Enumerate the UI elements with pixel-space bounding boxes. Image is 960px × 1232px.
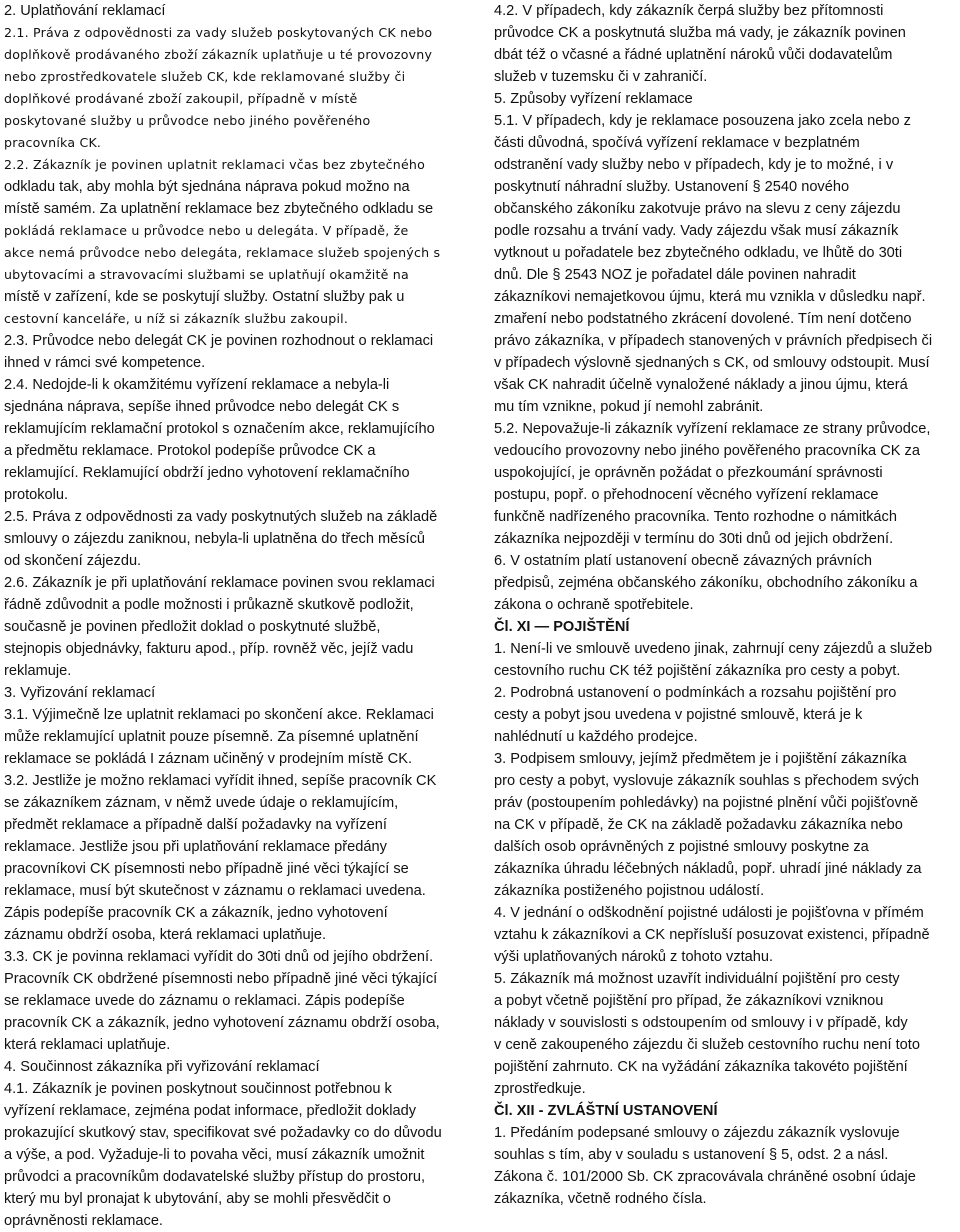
text-line: Pracovník CK obdržené písemnosti nebo případně jiné věci týkající	[4, 971, 438, 987]
text-line: mu tím vznikne, pokud jí nemohl zabránit.	[494, 399, 764, 415]
text-line: služeb v tuzemsku či v zahraničí.	[494, 69, 708, 85]
text-line: zákazníka úhradu léčebných nákladů, popř. uhradí jiné náklady za	[494, 861, 922, 877]
text-line: 3.3. CK je povinna reklamaci vyřídit do 30ti dnů od jejího obdržení.	[4, 949, 434, 965]
text-line: pracovník CK a zákazník, jedno vyhotovení záznamu obdrží osoba,	[4, 1015, 440, 1031]
text-line: dnů. Dle § 2543 NOZ je pořadatel dále povinen nahradit	[494, 267, 856, 283]
text-line: se reklamace uvede do záznamu o reklamaci. Zápis podepíše	[4, 993, 405, 1009]
text-line: a předmětu reklamace. Protokol podepíše průvodce CK a	[4, 443, 376, 459]
text-line: vyřízení reklamace, zejména podat informace, předložit doklady	[4, 1103, 417, 1119]
text-line: však CK nahradit účelně vynaložené náklady a jinou újmu, která	[494, 377, 908, 393]
text-line: Zákona č. 101/2000 Sb. CK zpracovávala chráněné osobní údaje	[494, 1169, 916, 1185]
text-line: 2. Podrobná ustanovení o podmínkách a rozsahu pojištění pro	[494, 685, 897, 701]
text-line: se zákazníkem záznam, v němž uvede údaje o reklamujícím,	[4, 795, 399, 811]
text-line: vztahu k zákazníkovi a CK nepřísluší posuzovat existenci, případně	[494, 927, 930, 943]
text-line: cestovní kanceláře, u níž si zákazník službu zakoupil.	[4, 311, 349, 326]
text-line: 3. Vyřizování reklamací	[4, 685, 156, 701]
text-line: 2.5. Práva z odpovědnosti za vady poskytnutých služeb na základě	[4, 509, 438, 525]
text-line: zákazníkovi nemajetkovou újmu, která mu vznikla v důsledku např.	[494, 289, 926, 305]
text-line: akce nemá průvodce nebo delegáta, reklamace služeb spojených s	[4, 245, 441, 260]
left-column	[4, 0, 466, 1232]
text-line: dbát též o včasné a řádné uplatnění nároků vůči dodavatelům	[494, 47, 893, 63]
text-line: pokládá reklamace u průvodce nebo u delegáta. V případě, že	[4, 223, 409, 238]
text-line: smlouvy o zájezdu zaniknou, nebyla-li uplatněna do třech měsíců	[4, 531, 426, 547]
text-line: zákona o ochraně spotřebitele.	[494, 597, 694, 613]
text-line: sjednána náprava, sepíše ihned průvodce nebo delegát CK s	[4, 399, 400, 415]
text-line: 2.1. Práva z odpovědnosti za vady služeb poskytovaných CK nebo	[4, 25, 433, 40]
text-line: pojištění zahrnuto. CK na vyžádání zákazníka takovéto pojištění	[494, 1059, 908, 1075]
text-line: místě v zařízení, kde se poskytují služby. Ostatní služby pak u	[4, 289, 405, 305]
text-line: 1. Předáním podepsané smlouvy o zájezdu zákazník vyslovuje	[494, 1125, 900, 1141]
text-line: doplňkové prodávané zboží zakoupil, případně v místě	[4, 91, 358, 106]
text-line: 1. Není-li ve smlouvě uvedeno jinak, zahrnují ceny zájezdů a služeb	[494, 641, 933, 657]
text-line: 4.1. Zákazník je povinen poskytnout součinnost potřebnou k	[4, 1081, 392, 1097]
text-line: 2.3. Průvodce nebo delegát CK je povinen rozhodnout o reklamaci	[4, 333, 434, 349]
text-line: dalších osob oprávněných z pojistné smlouvy poskytne za	[494, 839, 869, 855]
text-line: nahlédnutí u každého prodejce.	[494, 729, 698, 745]
text-line: zákazníka nejpozději v termínu do 30ti dnů od jejich obdržení.	[494, 531, 894, 547]
text-line: předmět reklamace a případně další požadavky na vyřízení	[4, 817, 387, 833]
text-line: ubytovacími a stravovacími službami se uplatňují okamžitě na	[4, 267, 409, 282]
text-line: zprostředkuje.	[494, 1081, 586, 1097]
text-line: stejnopis objednávky, fakturu apod., příp. rovněž věc, jejíž vadu	[4, 641, 414, 657]
text-line: která reklamaci uplatňuje.	[4, 1037, 171, 1053]
text-line: záznamu obdrží osoba, která reklamaci uplatňuje.	[4, 927, 327, 943]
text-line: Zápis podepíše pracovník CK a zákazník, jedno vyhotovení	[4, 905, 388, 921]
text-line: prokazující skutkový stav, specifikovat své požadavky co do důvodu	[4, 1125, 442, 1141]
text-line: 2. Uplatňování reklamací	[4, 3, 166, 19]
text-line: který mu byl pronajat k ubytování, aby se mohli přesvědčit o	[4, 1191, 391, 1207]
text-line: poskytované služby u průvodce nebo jiného pověřeného	[4, 113, 371, 128]
text-line: 4.2. V případech, kdy zákazník čerpá služby bez přítomnosti	[494, 3, 884, 19]
text-line: 2.4. Nedojde-li k okamžitému vyřízení reklamace a nebyla-li	[4, 377, 390, 393]
text-line: od skončení zájezdu.	[4, 553, 142, 569]
text-line: zákazníka postiženého pojistnou událostí.	[494, 883, 765, 899]
text-line: pracovníka CK.	[4, 135, 102, 150]
text-line: uspokojující, je oprávněn požádat o přezkoumání správnosti	[494, 465, 883, 481]
text-line: 3. Podpisem smlouvy, jejímž předmětem je i pojištění zákazníka	[494, 751, 907, 767]
text-line: části důvodná, spočívá vyřízení reklamace v bezplatném	[494, 135, 860, 151]
text-line: a výše, a pod. Vyžaduje-li to povaha věci, musí zákazník umožnit	[4, 1147, 425, 1163]
right-column	[494, 0, 956, 1210]
text-line: v případech výslovně sjednaných s CK, od smlouvy odstoupit. Musí	[494, 355, 930, 371]
text-line: právo zákazníka, v případech stanovených v právních předpisech či	[494, 333, 933, 349]
text-line: oprávněnosti reklamace.	[4, 1213, 163, 1229]
text-line: reklamující. Reklamující obdrží jedno vyhotovení reklamačního	[4, 465, 410, 481]
text-line: cestovního ruchu CK též pojištění zákazníka pro cesty a pobyt.	[494, 663, 901, 679]
text-line: vedoucího provozovny nebo jiného pověřeného pracovníka CK za	[494, 443, 920, 459]
text-line: vytknout u pořadatele bez zbytečného odkladu, ve lhůtě do 30ti	[494, 245, 903, 261]
text-line: průvodci a pracovníkům dodavatelské služby přístup do prostoru,	[4, 1169, 426, 1185]
text-line: reklamace se pokládá I záznam učiněný v prodejním místě CK.	[4, 751, 412, 767]
text-line: pracovníkovi CK písemnosti nebo případně jiné věci týkající se	[4, 861, 409, 877]
text-line: může reklamující uplatnit pouze písemně. Za písemné uplatnění	[4, 729, 419, 745]
text-line: souhlas s tím, aby v souladu s ustanovení § 5, odst. 2 a násl.	[494, 1147, 889, 1163]
text-line: průvodce CK a poskytnutá služba má vady, je zákazník povinen	[494, 25, 906, 41]
text-line: 3.1. Výjimečně lze uplatnit reklamaci po skončení akce. Reklamaci	[4, 707, 434, 723]
text-line: ihned v rámci své kompetence.	[4, 355, 206, 371]
text-line: na CK v případě, že CK na základě požadavku zákazníka nebo	[494, 817, 903, 833]
text-line: a pobyt včetně pojištění pro případ, že zákazníkovi vzniknou	[494, 993, 884, 1009]
text-line: 5. Způsoby vyřízení reklamace	[494, 91, 693, 107]
text-line: současně je povinen předložit doklad o poskytnuté službě,	[4, 619, 381, 635]
text-line: 5. Zákazník má možnost uzavřít individuální pojištění pro cesty	[494, 971, 900, 987]
text-line: 2.6. Zákazník je při uplatňování reklamace povinen svou reklamaci	[4, 575, 435, 591]
text-line: 2.2. Zákazník je povinen uplatnit reklamaci včas bez zbytečného	[4, 157, 425, 172]
text-line: odstranění vady služby nebo v případech, kdy je to možné, i v	[494, 157, 894, 173]
section-heading: Čl. XI — POJIŠTĚNÍ	[494, 619, 630, 635]
text-line: reklamuje.	[4, 663, 72, 679]
text-line: občanského zákoníku zakotvuje právo na slevu z ceny zájezdu	[494, 201, 901, 217]
text-line: místě samém. Za uplatnění reklamace bez zbytečného odkladu se	[4, 201, 434, 217]
text-line: řádně zdůvodnit a podle možnosti i průkazně skutkově podložit,	[4, 597, 414, 613]
text-line: práv (postoupením pohledávky) na pojistné plnění vůči pojišťovně	[494, 795, 919, 811]
text-line: 3.2. Jestliže je možno reklamaci vyřídit ihned, sepíše pracovník CK	[4, 773, 437, 789]
text-line: zákazníka, včetně rodného čísla.	[494, 1191, 707, 1207]
text-line: protokolu.	[4, 487, 69, 503]
text-line: 4. Součinnost zákazníka při vyřizování reklamací	[4, 1059, 320, 1075]
text-line: pro cesty a pobyt, vyslovuje zákazník souhlas s přechodem svých	[494, 773, 920, 789]
text-line: postupu, popř. o přehodnocení věcného vyřízení reklamace	[494, 487, 879, 503]
text-line: podle rozsahu a trvání vady. Vady zájezdu však musí zákazník	[494, 223, 899, 239]
text-line: v ceně zakoupeného zájezdu či služeb cestovního ruchu není toto	[494, 1037, 920, 1053]
section-heading: Čl. XII - ZVLÁŠTNÍ USTANOVENÍ	[494, 1103, 718, 1119]
text-line: reklamace. Jestliže jsou při uplatňování reklamace předány	[4, 839, 387, 855]
text-line: reklamujícím reklamační protokol s označením akce, reklamujícího	[4, 421, 435, 437]
text-line: odkladu tak, aby mohla být sjednána náprava pokud možno na	[4, 179, 410, 195]
text-line: doplňkově prodávaného zboží zákazník uplatňuje u té provozovny	[4, 47, 433, 62]
text-line: nebo zprostředkovatele služeb CK, kde reklamované služby či	[4, 69, 406, 84]
text-line: poskytnutí náhradní služby. Ustanovení § 2540 nového	[494, 179, 850, 195]
text-line: 4. V jednání o odškodnění pojistné události je pojišťovna v přímém	[494, 905, 924, 921]
text-line: 5.1. V případech, kdy je reklamace posouzena jako zcela nebo z	[494, 113, 911, 129]
text-line: reklamace, musí být skutečnost v záznamu o reklamaci uvedena.	[4, 883, 426, 899]
text-line: cesty a pobyt jsou uvedena v pojistné smlouvě, která je k	[494, 707, 863, 723]
text-line: zmaření nebo podstatného zkrácení dovolené. Tím není dotčeno	[494, 311, 912, 327]
text-line: náklady v souvislosti s odstoupením od smlouvy i v případě, kdy	[494, 1015, 908, 1031]
text-line: předpisů, zejména občanského zákoníku, obchodního zákoníku a	[494, 575, 918, 591]
text-line: 6. V ostatním platí ustanovení obecně závazných právních	[494, 553, 873, 569]
text-line: výši uplatňovaných nároků z tohoto vztahu.	[494, 949, 774, 965]
text-line: funkčně nadřízeného pracovníka. Tento rozhodne o námitkách	[494, 509, 897, 525]
text-line: 5.2. Nepovažuje-li zákazník vyřízení reklamace ze strany průvodce,	[494, 421, 931, 437]
